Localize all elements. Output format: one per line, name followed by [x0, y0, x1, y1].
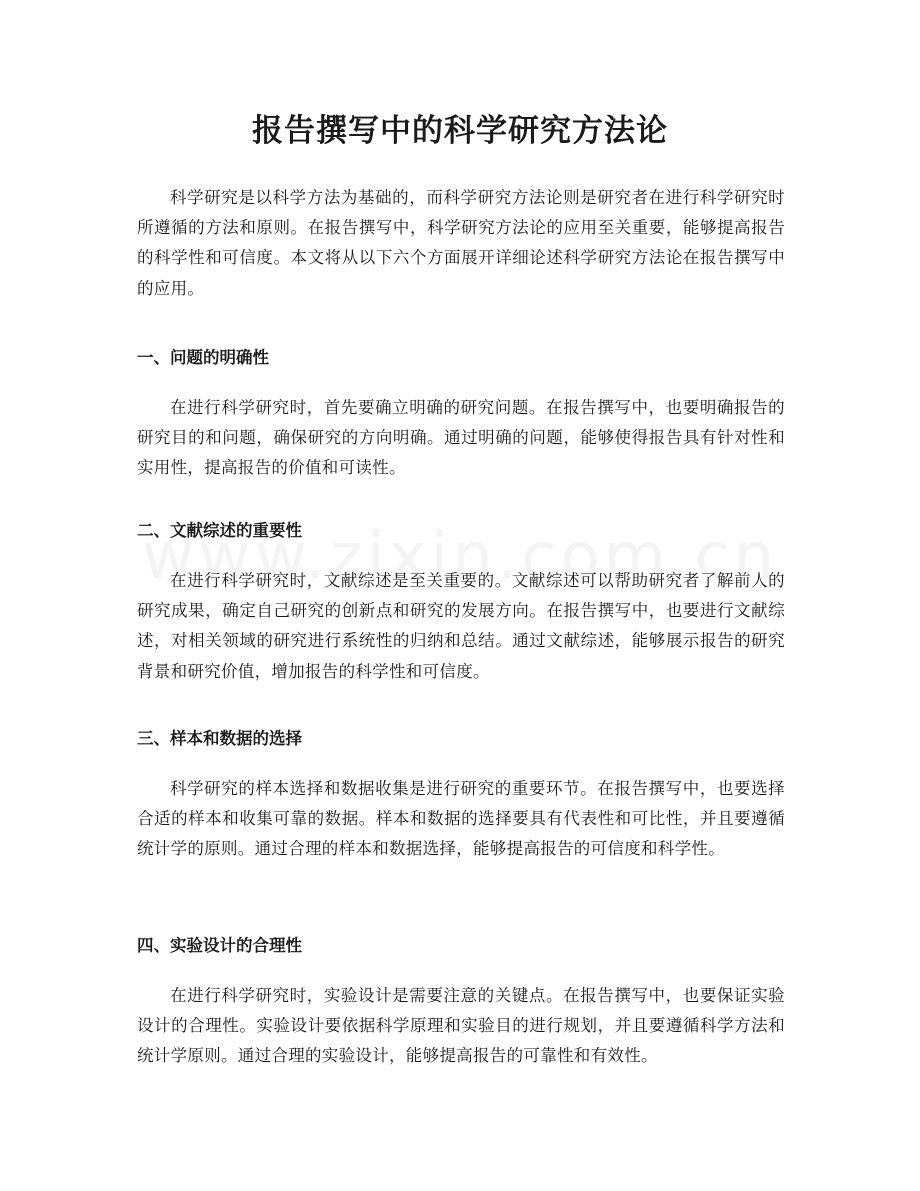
section-body-1: 在进行科学研究时，首先要确立明确的研究问题。在报告撰写中，也要明确报告的研究目的和问题，确保研究的方向明确。通过明确的问题，能够使得报告具有针对性和实用性，提高报告的价值和可读性。 — [137, 398, 785, 478]
section-body-3: 科学研究的样本选择和数据收集是进行研究的重要环节。在报告撰写中，也要选择合适的样本和收集可靠的数据。样本和数据的选择要具有代表性和可比性，并且要遵循统计学的原则。通过合理的样本和数据选择，能够提高报告的可信度和科学性。 — [137, 779, 785, 859]
section-body-4: 在进行科学研究时，实验设计是需要注意的关键点。在报告撰写中，也要保证实验设计的合理性。实验设计要依据科学原理和实验目的进行规划，并且要遵循科学方法和统计学原则。通过合理的实验设计，能够提高报告的可靠性和有效性。 — [137, 986, 785, 1066]
section-heading-2: 二、文献综述的重要性 — [137, 521, 302, 540]
page-title: 报告撰写中的科学研究方法论 — [252, 113, 668, 149]
section-heading-1: 一、问题的明确性 — [137, 348, 269, 367]
section-body-2: 在进行科学研究时，文献综述是至关重要的。文献综述可以帮助研究者了解前人的研究成果，确定自己研究的创新点和研究的发展方向。在报告撰写中，也要进行文献综述，对相关领域的研究进行系统性的归纳和总结。通过文献综述，能够展示报告的研究背景和研究价值，增加报告的科学性和可信度。 — [137, 571, 785, 681]
section-heading-4: 四、实验设计的合理性 — [137, 936, 302, 955]
intro-paragraph: 科学研究是以科学方法为基础的，而科学研究方法论则是研究者在进行科学研究时所遵循的方法和原则。在报告撰写中，科学研究方法论的应用至关重要，能够提高报告的科学性和可信度。本文将从以下六个方面展开详细论述科学研究方法论在报告撰写中的应用。 — [137, 188, 785, 298]
section-heading-3: 三、样本和数据的选择 — [137, 729, 302, 748]
